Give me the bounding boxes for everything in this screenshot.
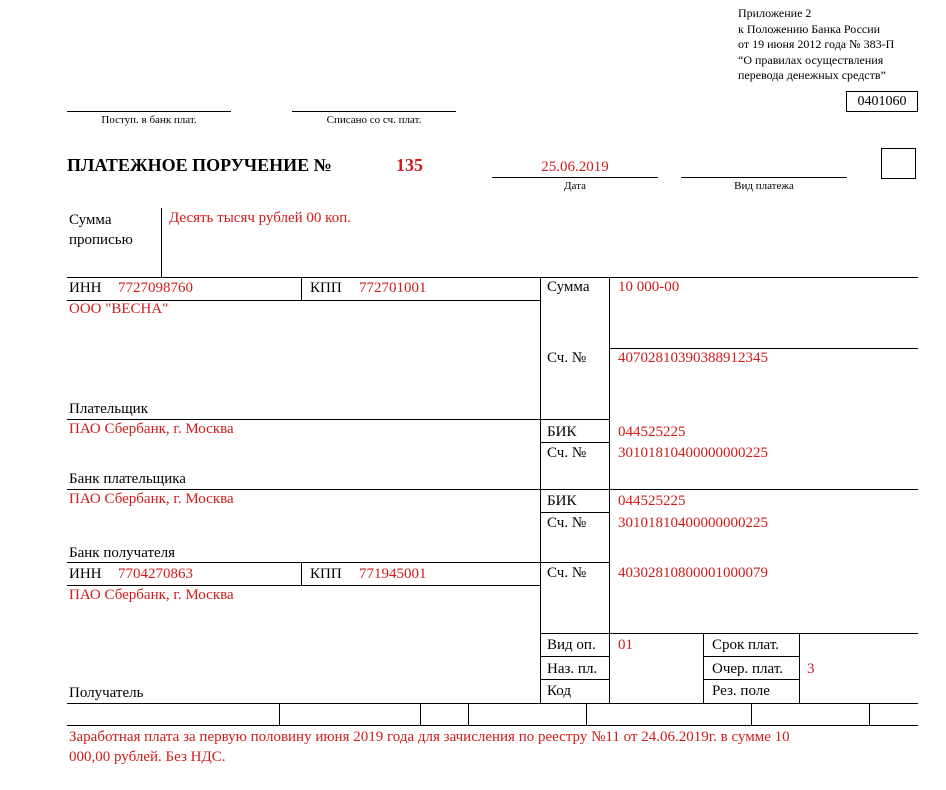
payee-bank-label: Банк получателя <box>69 545 176 561</box>
appendix-line: перевода денежных средств” <box>738 68 886 82</box>
payer-label: Плательщик <box>69 401 148 417</box>
grid-line <box>540 656 610 657</box>
payer-bank-account: 30101810400000000225 <box>618 445 768 461</box>
order-date: 25.06.2019 <box>541 159 609 175</box>
payment-type-line <box>681 177 847 178</box>
grid-line <box>301 277 302 300</box>
grid-line <box>799 633 800 703</box>
amount-words-label <box>69 210 133 250</box>
payer-bank-name: ПАО Сбербанк, г. Москва <box>69 421 234 437</box>
grid-line <box>279 703 280 725</box>
op-type-label: Вид оп. <box>547 637 596 653</box>
grid-line <box>468 703 469 725</box>
op-purpose-label: Наз. пл. <box>547 661 598 677</box>
payment-purpose-line: 000,00 рублей. Без НДС. <box>69 749 226 765</box>
payer-kpp: 772701001 <box>359 280 427 296</box>
op-code-label: Код <box>547 683 571 699</box>
payer-bank-account-label: Сч. № <box>547 445 587 461</box>
grid-line <box>67 489 918 490</box>
payee-label: Получатель <box>69 685 144 701</box>
grid-line <box>703 679 799 680</box>
amount-words-value: Десять тысяч рублей 00 коп. <box>169 210 351 226</box>
op-type-value: 01 <box>618 637 633 653</box>
payer-bank-label: Банк плательщика <box>69 471 186 487</box>
grid-line <box>703 633 704 703</box>
payee-name: ПАО Сбербанк, г. Москва <box>69 587 234 603</box>
grid-line <box>67 585 540 586</box>
received-label: Поступ. в банк плат. <box>101 114 197 126</box>
grid-line <box>609 277 610 703</box>
appendix-line: от 19 июня 2012 года № 383-П <box>738 37 895 51</box>
payee-inn-label: ИНН <box>69 566 102 582</box>
appendix-note <box>738 6 894 84</box>
date-label: Дата <box>564 180 586 192</box>
amount-label: Сумма <box>547 279 590 295</box>
payee-account-label: Сч. № <box>547 565 587 581</box>
form-code: 0401060 <box>857 94 907 109</box>
debited-label: Списано со сч. плат. <box>326 114 422 126</box>
amount-words-label-line: прописью <box>69 232 133 248</box>
payee-bank-bik: 044525225 <box>618 493 686 509</box>
payer-bank-bik-label: БИК <box>547 424 577 440</box>
amount-words-divider <box>161 208 162 277</box>
op-reserve-label: Рез. поле <box>712 683 770 699</box>
status-box <box>881 148 916 179</box>
payee-kpp-label: КПП <box>310 566 342 582</box>
order-number: 135 <box>396 155 423 175</box>
payer-inn-label: ИНН <box>69 280 102 296</box>
grid-line <box>751 703 752 725</box>
payer-account: 40702810390388912345 <box>618 350 768 366</box>
op-term-label: Срок плат. <box>712 637 780 653</box>
form-code-box <box>846 91 918 112</box>
grid-line <box>586 703 587 725</box>
appendix-line: “О правилах осуществления <box>738 52 884 67</box>
payee-bank-name: ПАО Сбербанк, г. Москва <box>69 491 234 507</box>
payer-inn: 7727098760 <box>118 280 193 296</box>
amount-words-label-line: Сумма <box>69 212 112 228</box>
payee-bank-account-label: Сч. № <box>547 515 587 531</box>
grid-line <box>67 703 918 704</box>
grid-line <box>540 633 918 634</box>
payer-account-label: Сч. № <box>547 350 587 366</box>
amount-value: 10 000-00 <box>618 279 680 295</box>
appendix-line: Приложение 2 <box>738 6 812 20</box>
grid-line <box>301 562 302 585</box>
appendix-line: к Положению Банка России <box>738 21 881 36</box>
payer-name: ООО "ВЕСНА" <box>69 301 169 317</box>
grid-line <box>67 419 610 420</box>
date-line <box>492 177 658 178</box>
payer-bank-bik: 044525225 <box>618 424 686 440</box>
document-title: ПЛАТЕЖНОЕ ПОРУЧЕНИЕ № <box>67 155 332 175</box>
grid-line <box>67 562 610 563</box>
debited-line <box>292 111 456 112</box>
grid-line <box>869 703 870 725</box>
op-order-label: Очер. плат. <box>712 661 783 677</box>
grid-line <box>540 442 610 443</box>
payee-bank-bik-label: БИК <box>547 493 577 509</box>
grid-line <box>540 679 610 680</box>
grid-line <box>609 348 918 349</box>
payee-inn: 7704270863 <box>118 566 193 582</box>
received-line <box>67 111 231 112</box>
payment-purpose <box>69 727 790 767</box>
payee-kpp: 771945001 <box>359 566 427 582</box>
payee-bank-account: 30101810400000000225 <box>618 515 768 531</box>
payer-kpp-label: КПП <box>310 280 342 296</box>
payment-type-label: Вид платежа <box>734 180 794 192</box>
grid-line <box>540 512 610 513</box>
op-order-value: 3 <box>807 661 815 677</box>
grid-line <box>67 725 918 726</box>
grid-line <box>420 703 421 725</box>
grid-line <box>67 277 918 278</box>
grid-line <box>703 656 799 657</box>
grid-line <box>540 277 541 703</box>
payment-purpose-line: Заработная плата за первую половину июня 2019 года для зачисления по реестру №11 от 24.06.2019г. в сумме 10 <box>69 729 790 745</box>
payee-account: 40302810800001000079 <box>618 565 768 581</box>
